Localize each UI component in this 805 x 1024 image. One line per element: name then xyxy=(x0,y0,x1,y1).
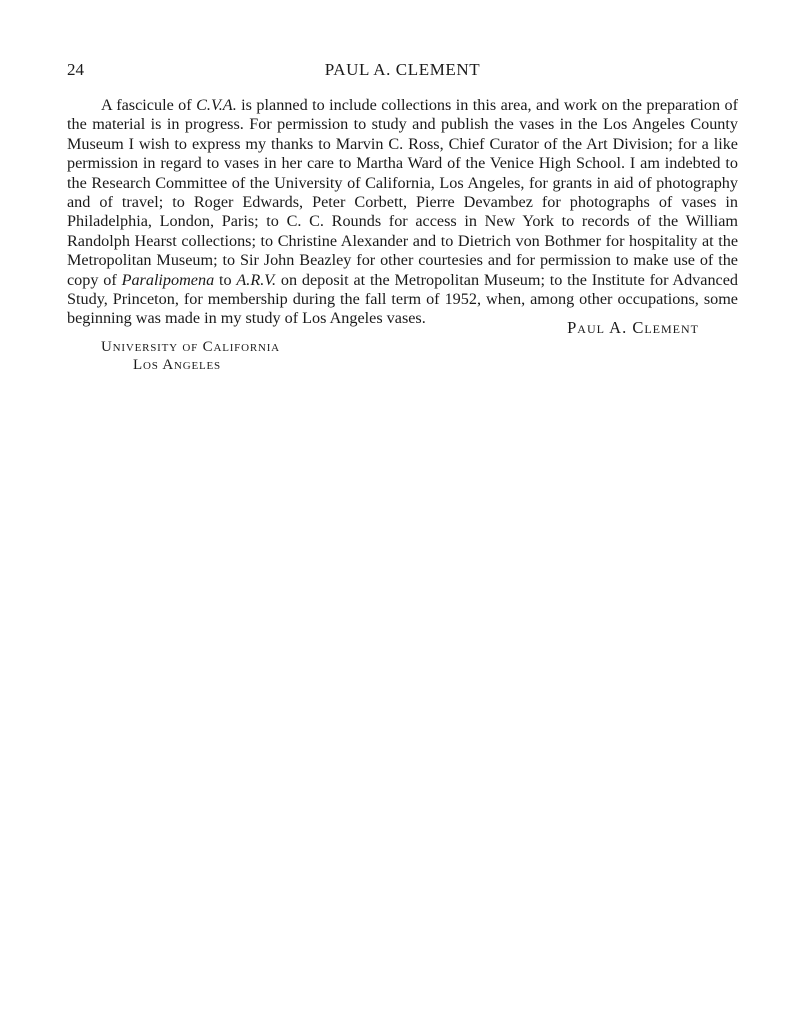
arv-abbreviation: A.R.V. xyxy=(236,270,277,289)
paragraph-text-2: is planned to include collections in this area, and work on the preparation of the material is in progress. For permission to study and publish the vases in the Los Angeles County Museum I wish to express my thanks to Marvin C. Ross, Chief Curator of the Art Division; for a like permission in regard to vases in her care to Martha Ward of the Venice High School. I am indebted to the Research Committee of the University of California, Los Angeles, for grants in aid of photography and of travel; to Roger Edwards, Peter Corbett, Pierre Devambez for photographs of vases in Philadelphia, London, Paris; to C. C. Rounds for access in New York to records of the William Randolph Hearst collections; to Christine Alexander and to Dietrich von Bothmer for hospitality at the Metropolitan Museum; to Sir John Beazley for other courtesies and for permission to make use of the copy of xyxy=(67,96,738,289)
paralipomena-title: Paralipomena xyxy=(121,270,215,289)
cva-abbreviation: C.V.A. xyxy=(196,96,237,114)
paragraph-text-1: A fascicule of xyxy=(101,96,197,114)
paragraph-text-4: on deposit at the Metropolitan Museum; to the Institute for Advanced Study, Princeton, for membership during the fall term of 1952, when, among other occupations, some beginning was made in my study of Los Angeles vases. xyxy=(67,270,739,328)
page-number: 24 xyxy=(67,60,84,79)
paragraph-text-3: to xyxy=(214,270,237,289)
affiliation-city: Los Angeles xyxy=(133,357,221,373)
affiliation-university: University of California xyxy=(101,339,280,355)
author-signature: Paul A. Clement xyxy=(567,318,699,337)
acknowledgments-paragraph xyxy=(67,96,738,329)
running-head: PAUL A. CLEMENT xyxy=(324,60,481,79)
